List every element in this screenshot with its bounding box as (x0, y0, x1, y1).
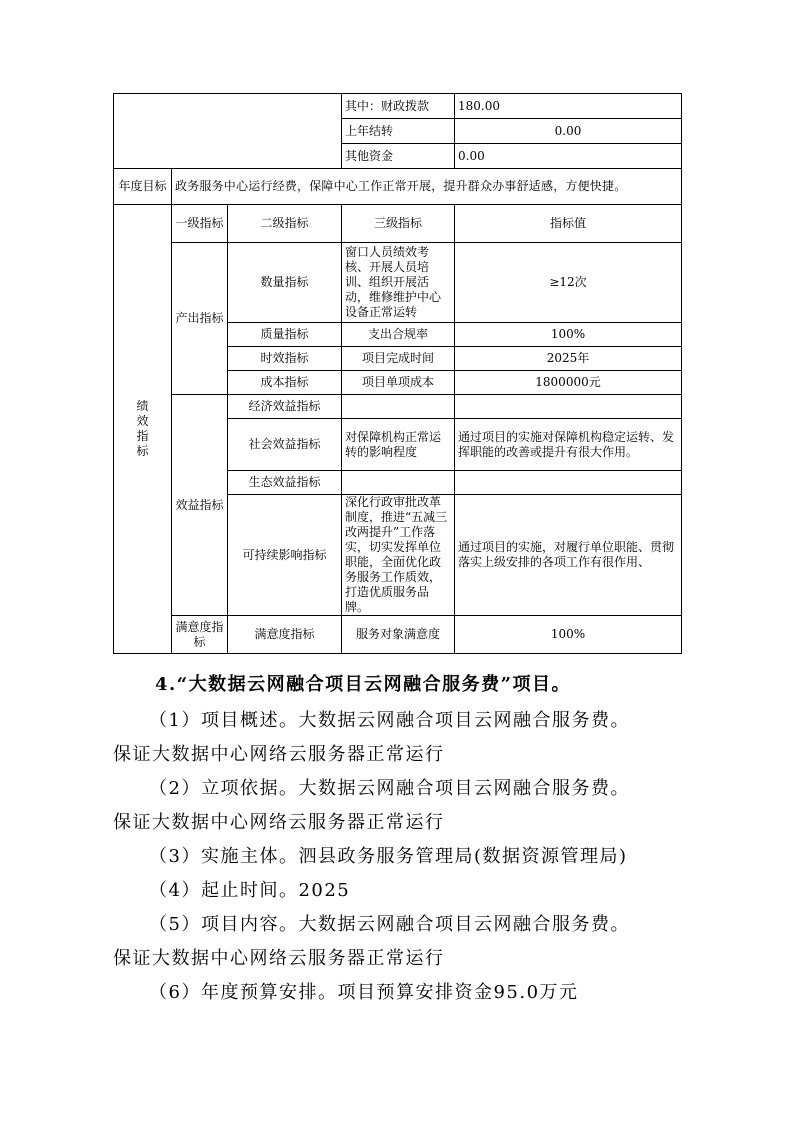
funds-value: 180.00 (455, 94, 682, 119)
performance-table (113, 93, 682, 654)
value-cell: 通过项目的实施，对履行单位职能、贯彻落实上级安排的各项工作有很作用、 (455, 495, 682, 616)
funds-blank-cell (114, 94, 342, 169)
annual-goal-text: 政务服务中心运行经费，保障中心工作正常开展，提升群众办事舒适感，方便快捷。 (172, 169, 682, 205)
section-body (113, 666, 683, 1010)
level2-cell: 质量指标 (228, 323, 342, 347)
level3-cell: 对保障机构正常运转的影响程度 (342, 419, 455, 471)
value-cell: ≥12次 (455, 243, 682, 323)
kpi-row (114, 616, 682, 654)
kpi-row (114, 243, 682, 323)
section-line: 保证大数据中心网络云服务器正常运行 (113, 812, 445, 833)
funds-value: 0.00 (455, 119, 682, 144)
section-lines (113, 704, 683, 1010)
level3-cell: 项目完成时间 (342, 347, 455, 371)
section-heading: 4.“大数据云网融合项目云网融合服务费”项目。 (155, 674, 571, 695)
level3-cell: 深化行政审批改革制度，推进“五减三改两提升”工作落实，切实发挥单位职能，全面优化政务服务工作质效，打造优质服务品牌。 (342, 495, 455, 616)
value-cell: 100% (455, 323, 682, 347)
level2-cell: 成本指标 (228, 371, 342, 395)
kpi-label: 绩效指标 (136, 399, 149, 458)
kpi-header: 二级指标 (228, 205, 342, 243)
level3-cell: 窗口人员绩效考核、开展人员培训、组织开展活动，维修维护中心设备正常运转 (342, 243, 455, 323)
kpi-header: 一级指标 (172, 205, 228, 243)
satisfaction-label: 满意度指标 (172, 616, 228, 654)
section-line: （1）项目概述。大数据云网融合项目云网融合服务费。 (149, 710, 630, 731)
value-cell (455, 395, 682, 419)
funds-label: 上年结转 (342, 119, 455, 144)
level3-cell: 服务对象满意度 (342, 616, 455, 654)
value-cell: 1800000元 (455, 371, 682, 395)
funds-label: 其他资金 (342, 144, 455, 169)
value-cell (455, 471, 682, 495)
benefit-label: 效益指标 (172, 395, 228, 616)
section-line: （6）年度预算安排。项目预算安排资金95.0万元 (149, 982, 579, 1003)
section-line: 保证大数据中心网络云服务器正常运行 (113, 948, 445, 969)
level2-cell: 社会效益指标 (228, 419, 342, 471)
kpi-row (114, 395, 682, 419)
output-label: 产出指标 (172, 243, 228, 395)
annual-goal-row (114, 169, 682, 205)
value-cell: 通过项目的实施对保障机构稳定运转、发挥职能的改善或提升有很大作用。 (455, 419, 682, 471)
funds-label: 其中：财政拨款 (342, 94, 455, 119)
level2-cell: 时效指标 (228, 347, 342, 371)
level3-cell: 项目单项成本 (342, 371, 455, 395)
level3-cell: 支出合规率 (342, 323, 455, 347)
level2-cell: 满意度指标 (228, 616, 342, 654)
section-line: 保证大数据中心网络云服务器正常运行 (113, 744, 445, 765)
level3-cell (342, 471, 455, 495)
value-cell: 100% (455, 616, 682, 654)
section-line: （2）立项依据。大数据云网融合项目云网融合服务费。 (149, 778, 630, 799)
level2-cell: 经济效益指标 (228, 395, 342, 419)
level2-cell: 数量指标 (228, 243, 342, 323)
level3-cell (342, 395, 455, 419)
funds-row (114, 94, 682, 119)
section-line: （3）实施主体。泗县政务服务管理局(数据资源管理局) (149, 846, 628, 867)
section-line: （5）项目内容。大数据云网融合项目云网融合服务费。 (149, 914, 630, 935)
level2-cell: 可持续影响指标 (228, 495, 342, 616)
section-line: （4）起止时间。2025 (149, 880, 351, 901)
funds-value: 0.00 (455, 144, 682, 169)
kpi-header: 指标值 (455, 205, 682, 243)
kpi-header-row (114, 205, 682, 243)
kpi-header: 三级指标 (342, 205, 455, 243)
level2-cell: 生态效益指标 (228, 471, 342, 495)
value-cell: 2025年 (455, 347, 682, 371)
annual-goal-label: 年度目标 (114, 169, 172, 205)
